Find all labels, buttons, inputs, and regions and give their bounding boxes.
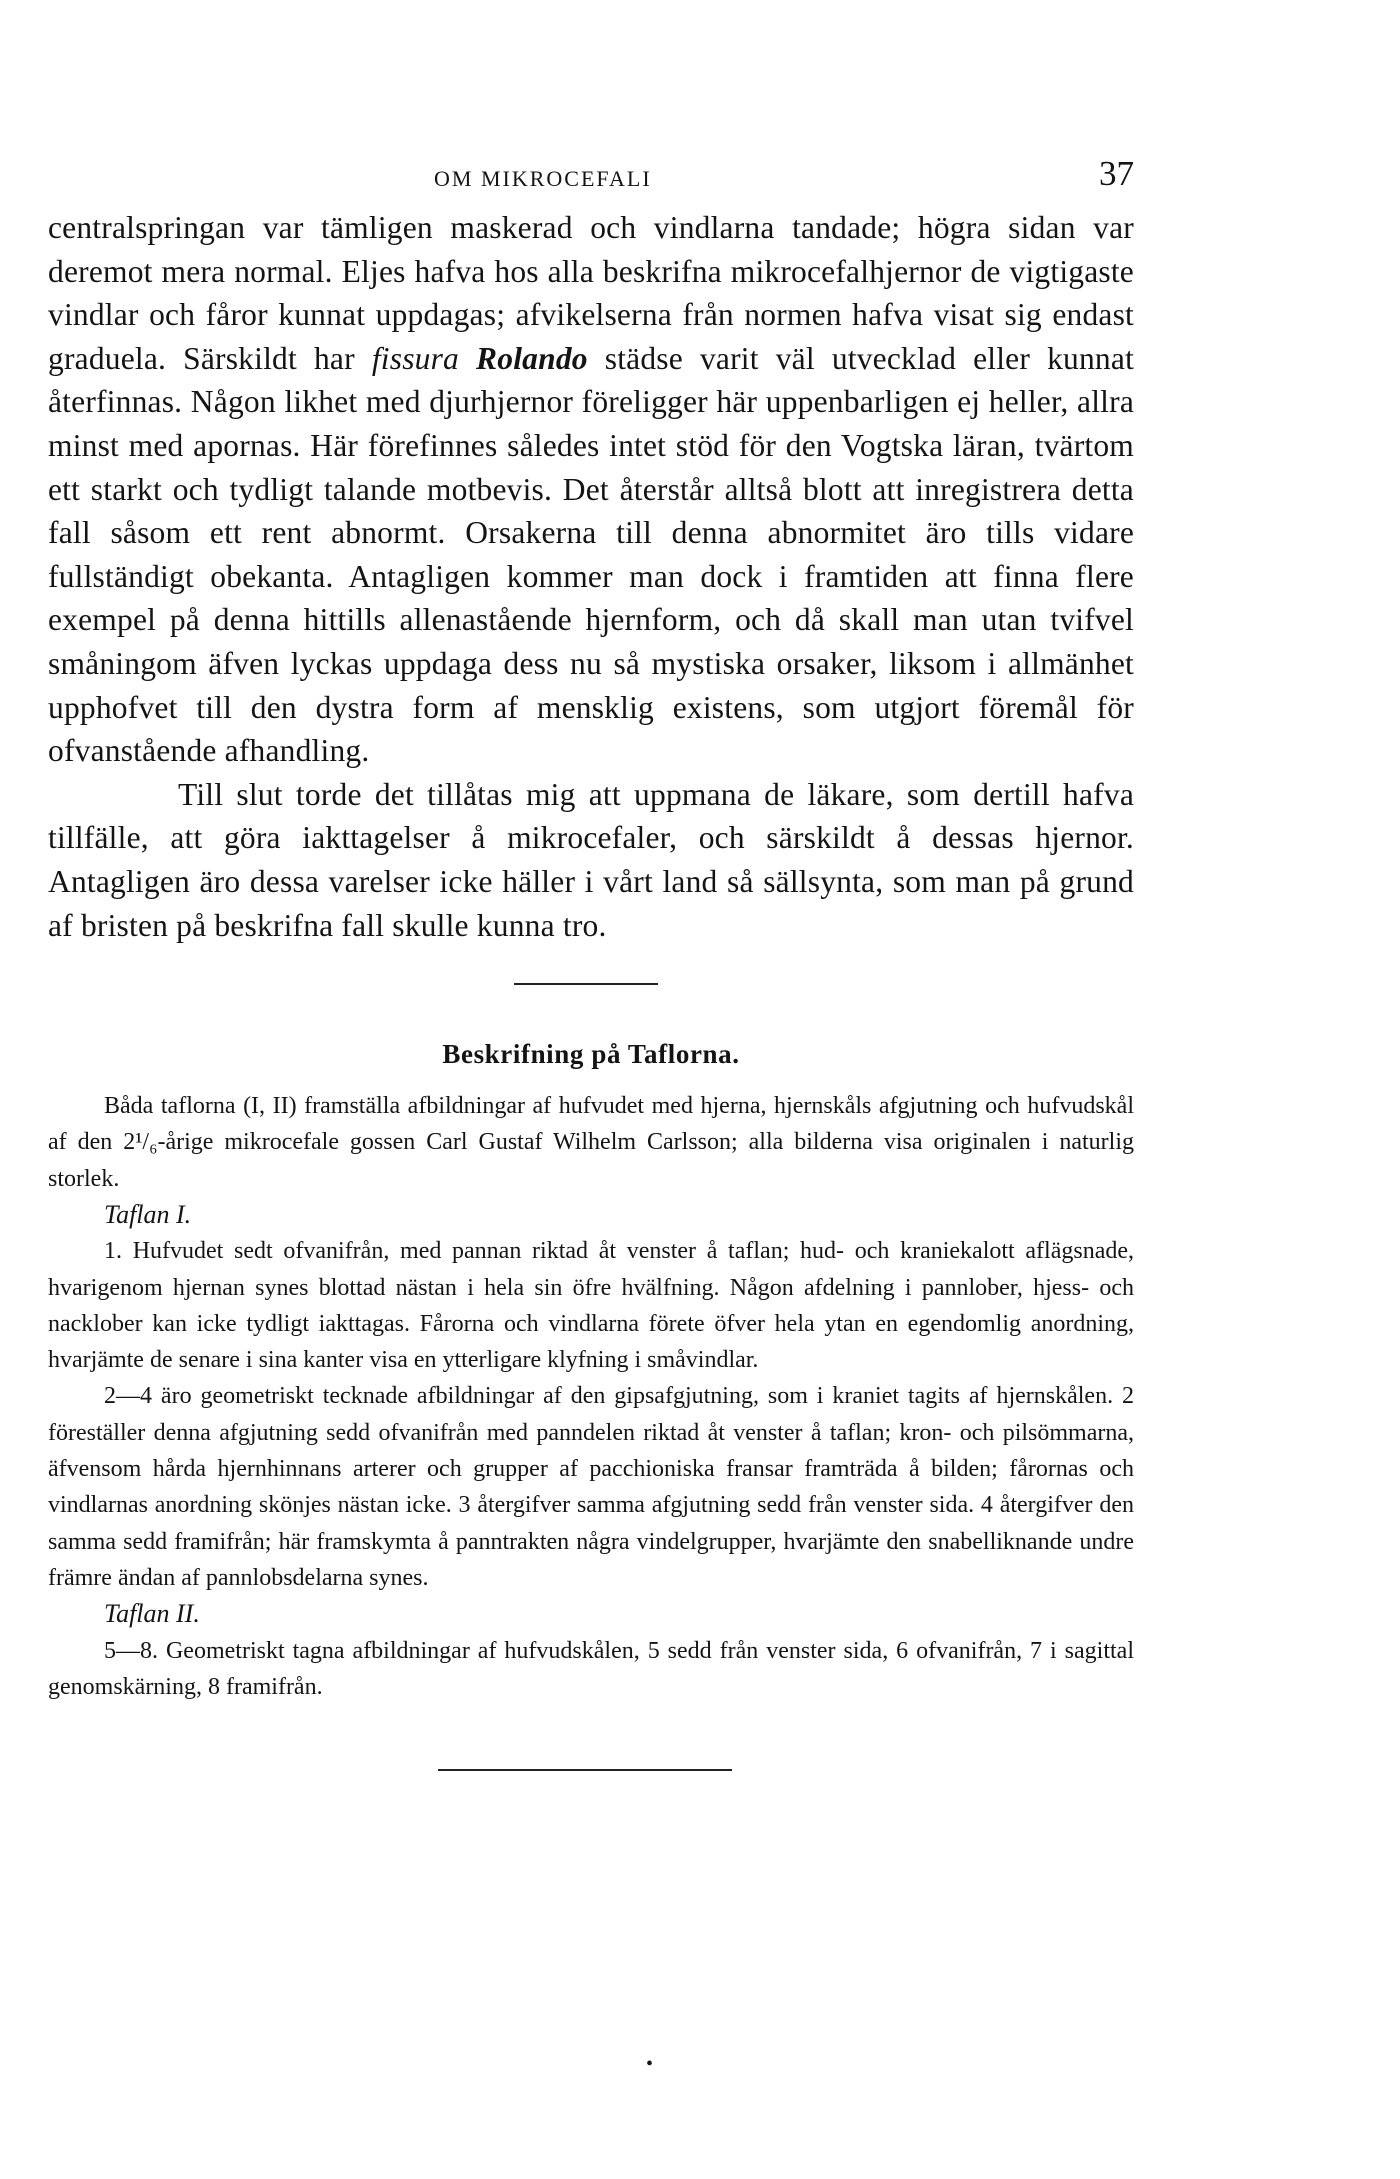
running-head: [48, 150, 1134, 206]
plate-2-item-1: 5—8. Geometriskt tagna afbildningar af hufvudskålen, 5 sedd från venster sida, 6 ofvanifrån, 7 i sagittal genomskärning, 8 framifrån.: [48, 1637, 1134, 1700]
section-heading: Beskrifning på Taflorna.: [442, 1039, 740, 1070]
end-divider: [438, 1769, 732, 1771]
section-divider: [514, 983, 658, 985]
paragraph-text: centralspringan var tämligen maskerad och vindlarna tandade; högra sidan var deremot mera normal. Eljes hafva hos alla beskrifna mikrocefalhjernor de vigtigaste vindlar och fåror kunnat uppdagas; afvikelserna från normen hafva visat sig endast graduela. Särskildt har: [48, 210, 1134, 376]
bottom-mark: •: [646, 2053, 654, 2075]
plates-intro: Båda taflorna (I, II) framställa afbildningar af hufvudet med hjerna, hjernskåls afgjutning och hufvudskål af den 2¹/₆-årige mikrocefale gossen Carl Gustaf Wilhelm Carlsson; alla bilderna visa originalen i naturlig storlek.: [48, 1093, 1134, 1192]
plate-1-item-2: 2—4 äro geometriskt tecknade afbildningar af den gipsafgjutning, som i kraniet tagits af hjernskålen. 2 föreställer denna afgjutning sedd ofvanifrån med panndelen riktad åt venster å taflan; kron- och pilsömmarna, äfvensom hårda hjernhinnans arterer och grupper af pacchioniska fransar framträda å bilden; fårornas och vindlarnas anordning skönjes nästan icke. 3 återgifver samma afgjutning sedd från venster sida. 4 återgifver den samma sedd framifrån; här framskymta å panntrakten några vindelgrupper, hvarjämte den snabelliknande undre främre ändan af pannlobsdelarna synes.: [48, 1383, 1134, 1591]
body-paragraph-1: [48, 206, 1134, 773]
plate-1-item-1: 1. Hufvudet sedt ofvanifrån, med pannan riktad åt venster å taflan; hud- och kraniekalott aflägsnade, hvarigenom hjernan synes blottad nästan i hela sin öfre hvälfning. Någon afdelning i pannlober, hjess- och nacklober kan icke tydligt iakttagas. Fårorna och vindlarna förete öfver hela ytan en egendomlig anordning, hvarjämte de senare i sina kanter visa en ytterligare klyfning i småvindlar.: [48, 1238, 1134, 1374]
term-fissura: fissura: [371, 340, 460, 376]
plate-1-title: Taflan I.: [104, 1199, 192, 1229]
body-paragraph-2: Till slut torde det tillåtas mig att uppmana de läkare, som dertill hafva tillfälle, att göra iakttagelser å mikrocefaler, och särskildt å dessas hjernor. Antagligen äro dessa varelser icke häller i vårt land så sällsynta, som man på grund af bristen på beskrifna fall skulle kunna tro.: [48, 776, 1134, 943]
term-rolando: Rolando: [476, 340, 588, 376]
page: [48, 150, 1134, 1771]
running-title: OM MIKROCEFALI: [434, 166, 652, 191]
paragraph-text-continued: städse varit väl utvecklad eller kunnat återfinnas. Någon likhet med djurhjernor föreligger här uppenbarligen ej heller, allra minst med apornas. Här förefinnes således intet stöd för den Vogtska läran, tvärtom ett starkt och tydligt talande motbevis. Det återstår alltså blott att inregistrera detta fall såsom ett rent abnormt. Orsakerna till denna abnormitet äro tills vidare fullständigt obekanta. Antagligen kommer man dock i framtiden att finna flere exempel på denna hittills allenastående hjernform, och då skall man utan tvifvel småningom äfven lyckas uppdaga dess nu så mystiska orsaker, liksom i allmänhet upphofvet till den dystra form af mensklig existens, som utgjort föremål för ofvanstående afhandling.: [48, 340, 1135, 769]
plate-2-title: Taflan II.: [104, 1599, 200, 1629]
page-number: 37: [1099, 154, 1134, 193]
